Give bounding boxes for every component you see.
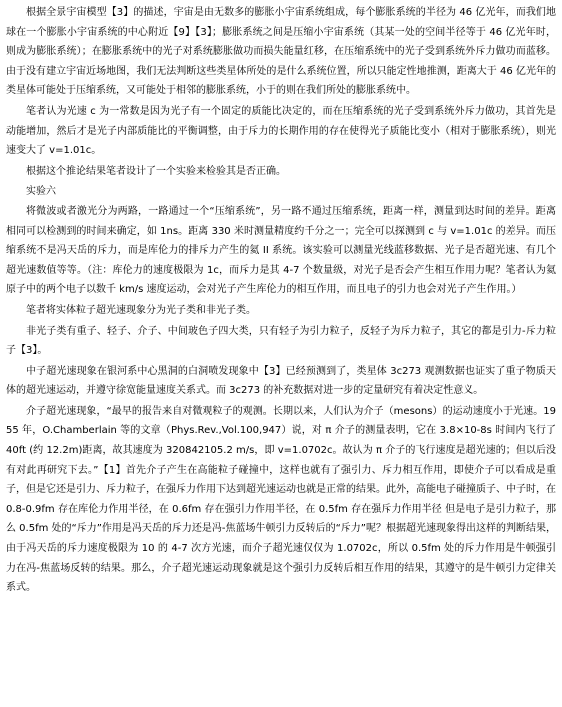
paragraph-classification: 笔者将实体粒子超光速现象分为光子类和非光子类。 xyxy=(26,304,256,316)
paragraph-cosmos-model: 根据全景宇宙模型【3】的描述，宇宙是由无数多的膨胀小宇宙系统组成，每个膨胀系统的半径为 46 亿光年，而我们地球在一个膨胀小宇宙系统的中心附近【9】【3】；膨胀系统之间是压缩小宇宙系统（其某一处的空间半径等于 46 亿光年时，则成为膨胀系统）；在膨胀系统中的光子对系统膨胀做功而损失能量红移，在压缩系统中的光子受到系统外斥力做功而蓝移。由于没有建立宇宙近场地图，我们无法判断这些类星体所处的是什么系统位置，所以只能定性地推测，距离大于 46 亿光年的类星体可能处于压缩系统，又可能处于相邻的膨胀系统，小于的则在我们所处的膨胀系统中。 xyxy=(6,7,556,97)
paragraph-neutron: 中子超光速现象在银河系中心黑洞的白洞喷发现象中【3】已经预测到了，类星体 3c273 观测数据也证实了重子物质天体的超光速运动，并遵守徐宽能量速度关系式。而 3c273 的补充数据对进一步的定量研究有着决定性意义。 xyxy=(6,365,556,397)
paragraph-experiment-six: 将微波或者激光分为两路，一路通过一个“压缩系统”，另一路不通过压缩系统，距离一样，测量到达时间的差异。距离相同可以检测到的时间来确定，如 1ns。距离 330 米时测量精度约千分之一；完全可以探测到 c 与 v=1.01c 的差异。而压缩系统不是冯天岳的斥力，而是库伦力的排斥力产生的氦 II 系统。该实验可以测量光线蓝移数据、光子是否超光速、有几个超光速数值等等。（注：库伦力的速度极限为 1c，而斥力是其 4-7 个数量级，对光子是否会产生相互作用力呢？笔者认为氦原子中的两个电子以数千 km/s 速度运动，会对光子产生库伦力的相互作用，而且电子的引力也会对光子产生作用。） xyxy=(6,205,556,296)
paragraph-experiment-intro: 根据这个推论结果笔者设计了一个实验来检验其是否正确。 xyxy=(26,165,286,177)
paragraph-non-photon: 非光子类有重子、轻子、介子、中间玻色子四大类，只有轻子为引力粒子，反轻子为斥力粒子，其它的都是引力-斥力粒子【3】。 xyxy=(6,325,556,357)
paragraph-light-speed: 笔者认为光速 c 为一常数是因为光子有一个固定的质能比决定的，而在压缩系统的光子受到系统外斥力做功，其首先是动能增加，然后才是光子内部质能比的平衡调整，由于斥力的长期作用的存在使得光子质能比变小（相对于膨胀系统），则光速变大了 v=1.01c。 xyxy=(6,105,556,157)
paragraph-meson: 介子超光速现象，“最早的报告来自对微观粒子的观测。长期以来，人们认为介子（mesons）的运动速度小于光速。1955 年，O.Chamberlain 等的文章（Phys.Rev.,Vol.100,947）说，对 π 介子的测量表明，它在 3.8×10-8s 时间内飞行了 40ft (约 12.2m)距离，故其速度为 320842105.2 m/s，即 v=1.0702c。故认为 π 介子的飞行速度是超光速的；但以后没有对此再研究下去。”【1】首先介子产生在高能粒子碰撞中，这样也就有了强引力、斥力相互作用，即使介子可以看成是重子，但是它还是引力、斥力粒子，在强斥力作用下达到超光速运动也就是正常的结果。此外，高能电子碰撞质子、中子时，在 0.8-0.9fm 存在库伦力作用半径，在 0.6fm 存在强引力作用半径，在 0.5fm 存在强斥力作用半径 但是电子是引力粒子，那么 0.5fm 处的“斥力”作用是冯天岳的斥力还是冯-焦蓝场牛顿引力反转后的“斥力”呢？根据超光速现象得出这样的判断结果，由于冯天岳的斥力速度极限为 10 的 4-7 次方光速，而介子超光速仅仅为 1.0702c，所以 0.5fm 处的斥力作用是牛顿强引力在冯-焦蓝场反转的结果。那么，介子超光速运动现象就是这个强引力反转后相互作用的结果，其遵守的是牛顿引力定律关系式。 xyxy=(6,405,556,594)
experiment-heading: 实验六 xyxy=(26,186,56,198)
